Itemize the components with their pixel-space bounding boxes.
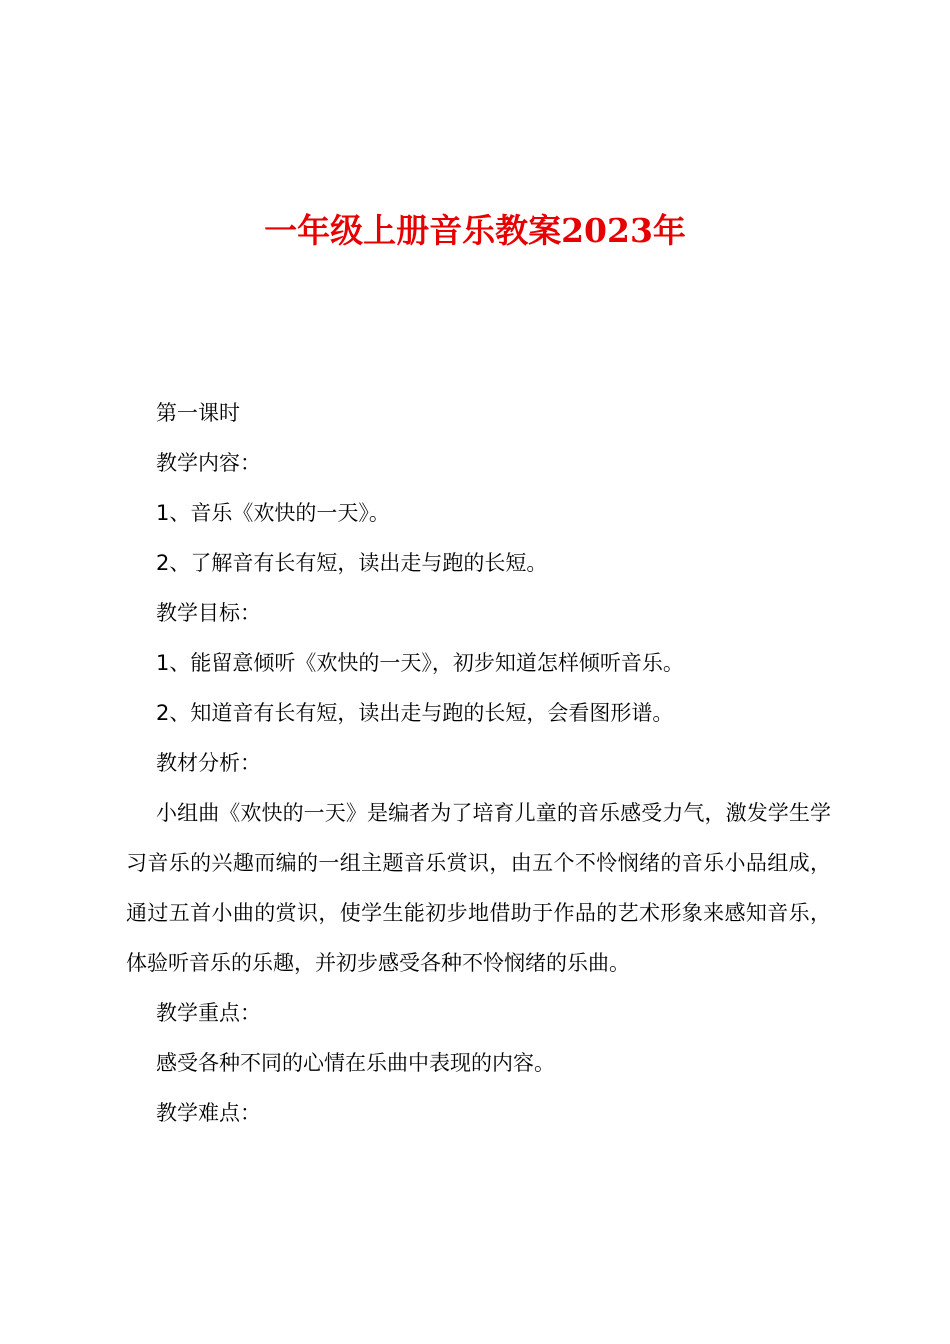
analysis-paragraph: 小组曲《欢快的一天》是编者为了培育儿童的音乐感受力气，激发学生学习音乐的兴趣而编的一组主题音乐赏识，由五个不怜悯绪的音乐小品组成，通过五首小曲的赏识，使学生能初步地借助于作品的艺术形象来感知音乐，体验听音乐的乐趣，并初步感受各种不怜悯绪的乐曲。 (126, 801, 831, 975)
section-heading-analysis: 教材分析： (156, 751, 261, 775)
lesson-period: 第一课时 (156, 401, 240, 425)
key-points-text: 感受各种不同的心情在乐曲中表现的内容。 (156, 1051, 555, 1075)
content-item-2: 2、了解音有长有短，读出走与跑的长短。 (156, 551, 548, 575)
section-heading-difficulties: 教学难点： (156, 1101, 261, 1125)
document-title: 一年级上册音乐教案2023年 (264, 211, 686, 250)
goal-item-1: 1、能留意倾听《欢快的一天》，初步知道怎样倾听音乐。 (156, 651, 684, 675)
document-body (126, 388, 831, 1138)
section-heading-key-points: 教学重点： (156, 1001, 261, 1025)
content-item-1: 1、音乐《欢快的一天》。 (156, 501, 390, 525)
section-heading-content: 教学内容： (156, 451, 261, 475)
goal-item-2: 2、知道音有长有短，读出走与跑的长短，会看图形谱。 (156, 701, 674, 725)
section-heading-goals: 教学目标： (156, 601, 261, 625)
